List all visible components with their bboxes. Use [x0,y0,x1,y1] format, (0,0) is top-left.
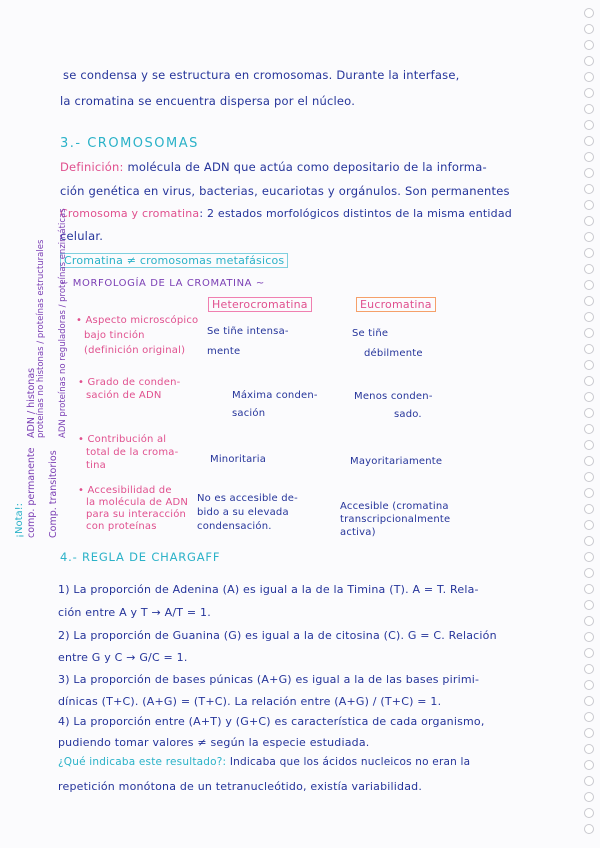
binding-ring [584,40,594,50]
intro-line-2: la cromatina se encuentra dispersa por el núcleo. [60,94,356,108]
binding-ring [584,472,594,482]
row-2-hetero: Máxima conden- sación [232,390,318,419]
note-comp-transitorios: Comp. transitorios [48,450,59,538]
row-1-eu: Se tiñe débilmente [352,328,423,359]
binding-ring [584,728,594,738]
binding-ring [584,24,594,34]
definition-label: Definición: [60,160,124,174]
binding-ring [584,600,594,610]
row-2-label: • Grado de conden- sación de ADN [78,377,181,401]
binding-ring [584,104,594,114]
binding-ring [584,520,594,530]
col-heterocromatina: Heterocromatina [208,297,312,312]
chargaff-item-1: 1) La proporción de Adenina (A) es igual a la de la Timina (T). A = T. Rela- ción entre A y T → A/T = 1. [58,583,479,619]
note-comp-permanente: comp. permanente [26,447,37,538]
binding-ring [584,760,594,770]
col-eucromatina: Eucromatina [356,297,436,312]
binding-ring [584,72,594,82]
binding-ring [584,8,594,18]
row-2-eu: Menos conden- sado. [354,391,433,420]
binding-ring [584,536,594,546]
binding-ring [584,184,594,194]
binding-ring [584,568,594,578]
row-1-label: • Aspecto microscópico bajo tinción (definición original) [76,315,199,356]
binding-ring [584,744,594,754]
question-line [58,756,470,768]
note-adn-histonas: ADN / histonas [26,367,37,438]
binding-ring [584,584,594,594]
row-4-eu: Accesible (cromatina transcripcionalmente activa) [340,501,451,538]
chargaff-item-2: 2) La proporción de Guanina (G) es igual a la de citosina (C). G = C. Relación entre G y C → G/C = 1. [58,629,497,664]
definition-term: Cromosoma y cromatina [60,207,200,220]
binding-ring [584,616,594,626]
binding-ring [584,312,594,322]
binding-ring [584,712,594,722]
binding-ring [584,456,594,466]
chargaff-item-4: 4) La proporción entre (A+T) y (G+C) es característica de cada organismo, pudiendo tomar valores ≠ según la especie estudiada. [58,715,485,749]
binding-ring [584,120,594,130]
answer-line-2: repetición monótona de un tetranucleótido, existía variabilidad. [58,780,423,793]
intro-line-1: se condensa y se estructura en cromosomas. Durante la interfase, [63,68,460,82]
row-4-label: • Accesibilidad de la molécula de ADN para su interacción con proteínas [78,485,189,532]
binding-ring [584,632,594,642]
morphology-title: ~ MORFOLOGÍA DE LA CROMATINA ~ [60,278,265,289]
binding-ring [584,232,594,242]
chargaff-item-3: 3) La proporción de bases púnicas (A+G) es igual a la de las bases pirimi- dínicas (T+C). (A+G) = (T+C). La relación entre (A+G) / (T+C) = 1. [58,673,480,708]
binding-ring [584,664,594,674]
binding-ring [584,360,594,370]
binding-ring [584,376,594,386]
row-1-hetero: Se tiñe intensa- mente [207,326,289,357]
binding-ring [584,424,594,434]
binding-ring [584,696,594,706]
binding-ring [584,328,594,338]
definition-text-1: molécula de ADN que actúa como depositario de la informa- [127,160,487,174]
binding-ring [584,648,594,658]
binding-ring [584,824,594,834]
binding-ring [584,248,594,258]
binding-ring [584,152,594,162]
binding-ring [584,264,594,274]
binding-ring [584,680,594,690]
binding-ring [584,296,594,306]
row-3-eu: Mayoritariamente [350,456,443,467]
binding-ring [584,792,594,802]
binding-ring [584,488,594,498]
binding-ring [584,280,594,290]
note-no-histonas: proteínas no histonas / proteínas estructurales [36,239,46,438]
row-3-label: • Contribución al total de la croma- tina [78,434,179,471]
note-label: ¡Nota!: [14,502,25,538]
binding-ring [584,440,594,450]
row-4-hetero: No es accesible de- bido a su elevada condensación. [197,493,298,532]
row-3-hetero: Minoritaria [210,454,267,465]
binding-ring [584,216,594,226]
binding-ring [584,504,594,514]
chromatin-equation: Cromatina ≠ cromosomas metafásicos [60,253,288,268]
binding-ring [584,344,594,354]
section-4-title: 4.- REGLA DE CHARGAFF [60,550,221,564]
binding-ring [584,88,594,98]
definition-line-4: celular. [60,229,104,243]
answer-line-1: Indicaba que los ácidos nucleicos no eran la [229,756,471,768]
binding-ring [584,408,594,418]
binding-ring [584,776,594,786]
spiral-binding [582,0,596,848]
definition-line-2: ción genética en virus, bacterias, eucariotas y orgánulos. Son permanentes [60,184,510,198]
definition-text-3: : 2 estados morfológicos distintos de la misma entidad [199,207,512,220]
question-label: ¿Qué indicaba este resultado?: [58,756,227,768]
binding-ring [584,200,594,210]
definition-line-1 [60,160,487,174]
binding-ring [584,168,594,178]
section-3-title: 3.- CROMOSOMAS [60,136,199,151]
definition-line-3 [60,207,512,220]
binding-ring [584,136,594,146]
binding-ring [584,808,594,818]
binding-ring [584,56,594,66]
binding-ring [584,392,594,402]
binding-ring [584,552,594,562]
note-adn-transitorios: ADN proteínas no reguladoras / proteínas enzimáticas [58,208,68,438]
